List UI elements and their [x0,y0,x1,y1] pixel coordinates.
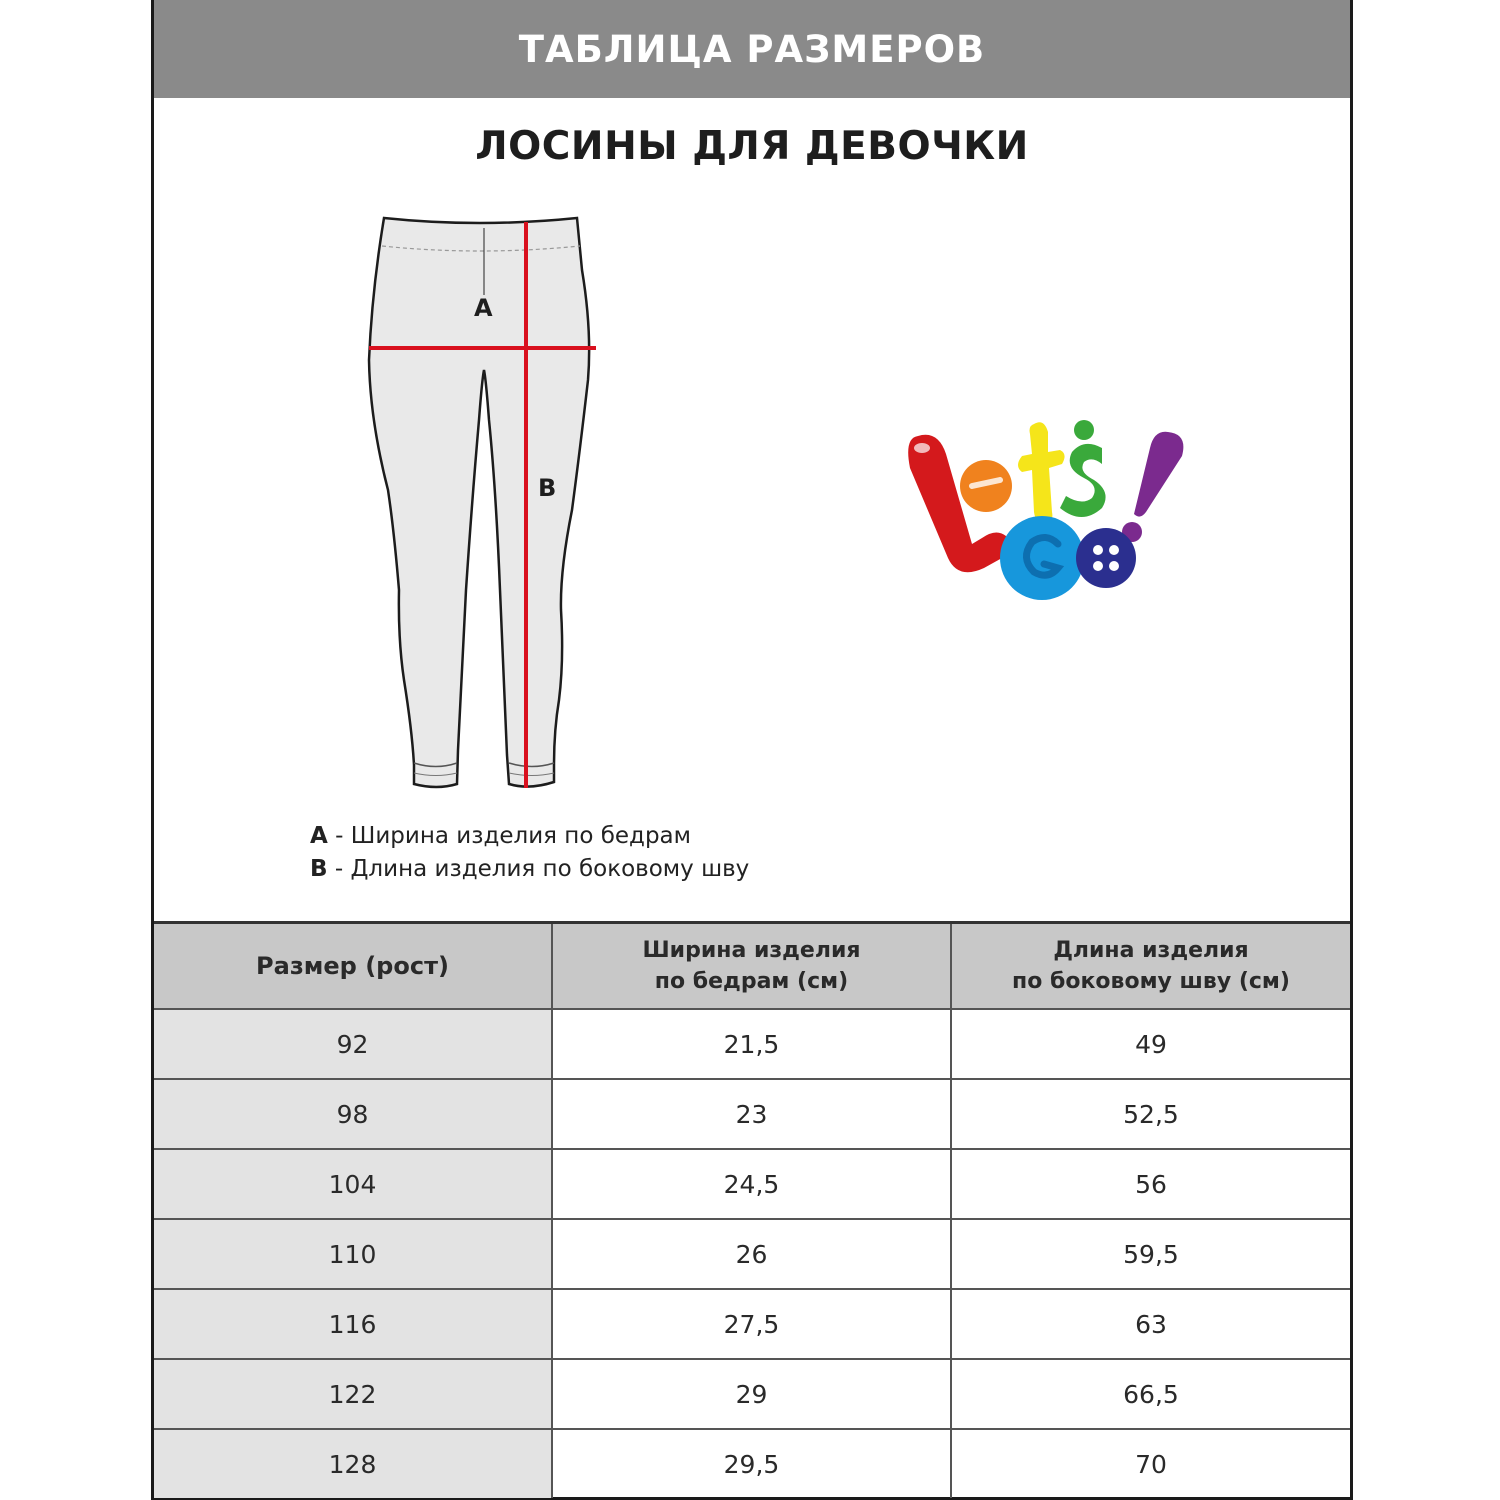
table-row [154,1219,1350,1289]
table-row [154,1289,1350,1359]
cell-length: 70 [951,1429,1350,1498]
cell-width: 27,5 [552,1289,951,1359]
cell-width: 29,5 [552,1429,951,1498]
cell-length: 52,5 [951,1079,1350,1149]
cell-size: 98 [154,1079,552,1149]
cell-size: 92 [154,1009,552,1079]
legend-item-b: B - Длина изделия по боковому шву [310,856,750,882]
cell-length: 63 [951,1289,1350,1359]
cell-size: 110 [154,1219,552,1289]
cell-size: 104 [154,1149,552,1219]
column-header-length: Длина изделия по боковому шву (см) [951,923,1350,1010]
table-row [154,1429,1350,1498]
cell-size: 122 [154,1359,552,1429]
cell-length: 56 [951,1149,1350,1219]
cell-width: 21,5 [552,1009,951,1079]
label-b: B [538,474,557,502]
legend-item-a: A - Ширина изделия по бедрам [310,823,691,849]
cell-length: 59,5 [951,1219,1350,1289]
size-table [154,921,1350,1498]
column-header-width: Ширина изделия по бедрам (см) [552,923,951,1010]
table-row [154,1149,1350,1219]
table-row [154,1079,1350,1149]
cell-size: 116 [154,1289,552,1359]
table-row [154,1009,1350,1079]
cell-width: 29 [552,1359,951,1429]
cell-width: 24,5 [552,1149,951,1219]
page-header [154,0,1350,98]
cell-length: 66,5 [951,1359,1350,1429]
lets-go-logo [896,408,1196,608]
cell-length: 49 [951,1009,1350,1079]
leggings-diagram [364,210,624,800]
measurement-legend [310,820,749,886]
page-title: ТАБЛИЦА РАЗМЕРОВ [518,27,986,71]
cell-size: 128 [154,1429,552,1498]
column-header-size: Размер (рост) [154,923,552,1010]
cell-width: 26 [552,1219,951,1289]
table-row [154,1359,1350,1429]
size-chart-card [151,0,1353,1500]
label-a: A [474,294,493,322]
product-title: ЛОСИНЫ ДЛЯ ДЕВОЧКИ [475,124,1029,169]
cell-width: 23 [552,1079,951,1149]
table-header-row [154,923,1350,1010]
